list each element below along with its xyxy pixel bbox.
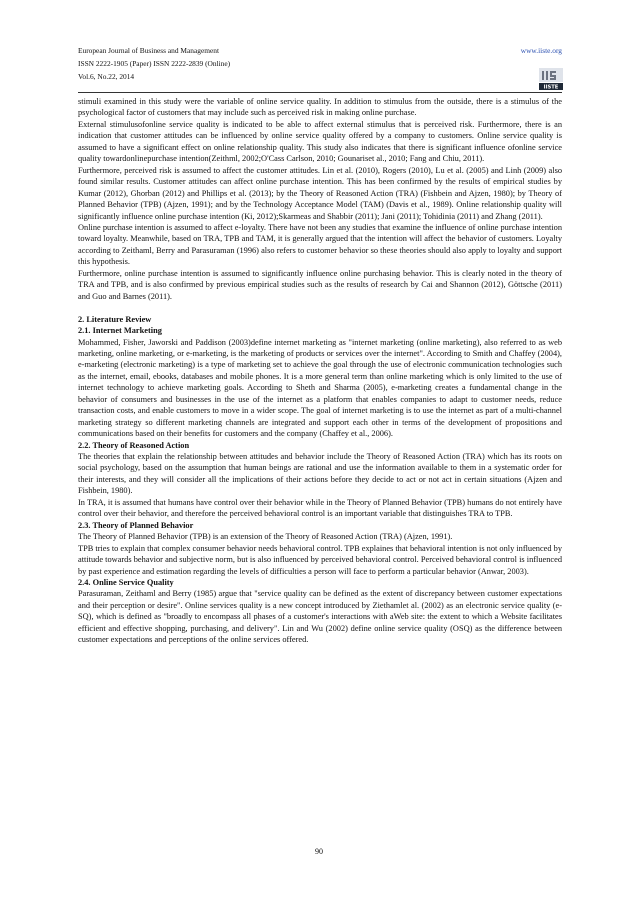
issn-line: ISSN 2222-1905 (Paper) ISSN 2222-2839 (Online) [78, 59, 231, 68]
iiste-logo [539, 68, 563, 90]
paragraph-2: External stimulusofonline service quality is indicated to be able to affect external stimulus that is perceived risk. Furthermore, there is an indication that customer attitudes can be influenced by online service quality offered by a company to customers. Online service quality is assumed to have a significant effect on online relationship quality. This study also indicates that there is significant influence ofonline service quality towardonlinepurchase intention(Zeithml, 2002;O'Cass Carlson, 2010; Gounariset al., 2010; Fang and Chiu, 2011). [78, 119, 562, 164]
paragraph-3: Furthermore, perceived risk is assumed to affect the customer attitudes. Lin et al. (2010), Rogers (2010), Lu et al. (2005) and Linh (2009) also found similar results. Customer attitudes can affect online purchase intention. This has been confirmed by the results of empirical studies by Kumar (2012), Ghorban (2012) and Phillips et al. (2013); by the Theory of Reasoned Action (TRA) (Fishbein and Ajzen, 1980); by Theory of Planned Behavior (TPB) (Ajzen, 1991); and by the Technology Acceptance Model (TAM) (Davis et al., 1989). Online relationship quality will significantly influence online purchase intention (Ki, 2012);Skarmeas and Shabbir (2011); Jani (2011); Tohidinia (2011) and Zhang (2011). [78, 165, 562, 221]
page-number: 90 [315, 847, 323, 856]
tpb-paragraph-1: The Theory of Planned Behavior (TPB) is an extension of the Theory of Reasoned Action (TRA) (Ajzen, 1991). [78, 532, 453, 542]
iiste-logo-text: IISTE [543, 84, 559, 90]
tra-paragraph-2: In TRA, it is assumed that humans have control over their behavior while in the Theory of Planned Behavior (TPB) humans do not entirely have control over their behavior, and therefore the perceived behavioral control is an important variable that distinguishes TRA to TPB. [78, 497, 562, 519]
literature-review-heading: 2. Literature Review [78, 314, 152, 324]
tpb-paragraph-2: TPB tries to explain that complex consumer behavior needs behavioral control. TPB explaines that behavioral intention is not only influenced by attitude towards behavior and subjective norm, but is also influenced by perceived behavioral control. Perceived behavioral control is influenced by past experience and estimation regarding the levels of difficulties a person will face to perform a particular behavior (Anwar, 2003). [78, 543, 562, 576]
tra-heading: 2.2. Theory of Reasoned Action [78, 440, 190, 450]
page-header [78, 44, 562, 83]
paragraph-5: Furthermore, online purchase intention is assumed to significantly influence online purchasing behavior. This is clearly noted in the theory of TRA and TPB, and is also confirmed by previous empirical studies such as the results of research by Cai and Shannon (2012), Göttsche (2011) and Guo and Barnes (2011). [78, 268, 562, 301]
journal-title: European Journal of Business and Management [78, 46, 220, 55]
paragraph-1: stimuli examined in this study were the variable of online service quality. In addition to stimulus from the outside, there is a stimulus of the psychological factor of customers that may include such as perceived risk in making online purchase. [78, 97, 562, 118]
tpb-heading: 2.3. Theory of Planned Behavior [78, 520, 194, 530]
osq-heading: 2.4. Online Service Quality [78, 578, 174, 588]
internet-marketing-heading: 2.1. Internet Marketing [78, 326, 162, 336]
journal-url-link[interactable]: www.iiste.org [520, 46, 562, 55]
tra-paragraph-1: The theories that explain the relationship between attitudes and behavior include the Theory of Reasoned Action (TRA) which has its roots on social psychology, based on the assumption that human beings are rational and use the information available to them in a systematic order for their interests, and they will consider all the implications of their actions before they decide to act or not act in certain situations (Ajzen and Fishbein, 1980). [78, 452, 562, 496]
volume-line: Vol.6, No.22, 2014 [78, 72, 135, 81]
header-rule [78, 92, 562, 93]
paragraph-4: Online purchase intention is assumed to affect e-loyalty. There have not been any studies that examine the influence of online purchase intention toward loyalty. Meanwhile, based on TRA, TPB and TAM, it is generally argued that the intention will affect the behavior of customers. Loyalty according to Zeithaml, Berry and Parasuraman (1996) also refers to customer behavior so these theories should also apply to loyalty and support this hypothesis. [78, 222, 562, 267]
osq-text: Parasuraman, Zeithaml and Berry (1985) argue that "service quality can be defined as the extent of discrepancy between customer expectations and their perception or desire". Online services quality is a new concept introduced by Ziethamlet al. (2002) as an electronic service quality (e-SQ), which is defined as "broadly to encompass all phases of a customer's interactions with aWeb site: the extent to which a Website facilitates efficient and effective shopping, purchasing, and delivery". Lin and Wu (2002) define online service quality (OSQ) as the difference between customer expectations and perceptions of the online services offered. [78, 589, 562, 645]
article-body [78, 96, 562, 646]
internet-marketing-text: Mohammed, Fisher, Jaworski and Paddison (2003)define internet marketing as "internet marketing (online marketing), also referred to as web marketing, online marketing, or e-marketing, is the marketing of products or services over the internet". According to Smith and Chaffey (2004), e-marketing (electronic marketing) is a type of marketing set to achieve the goal through the use of electronic communication technologies such as the internet, email, ebooks, databases and mobile phones. It is a more general term than online marketing which is only limited to the use of internet technology to achieve marketing goals. According to Sheth and Sharma (2005), e-marketing creates a fundamental change in the behavior of consumers and businesses in the use of the internet as a platform that enables companies to adapt to customer needs, reduce transaction costs, and enable customers to move in a wider scope. The goal of internet marketing is to use the internet as part of a multi-channel marketing strategy so different marketing channels are integrated and support each other in terms of the development of propositions and communications based on their benefits for customers and the company (Chaffey et al., 2006). [78, 337, 562, 439]
